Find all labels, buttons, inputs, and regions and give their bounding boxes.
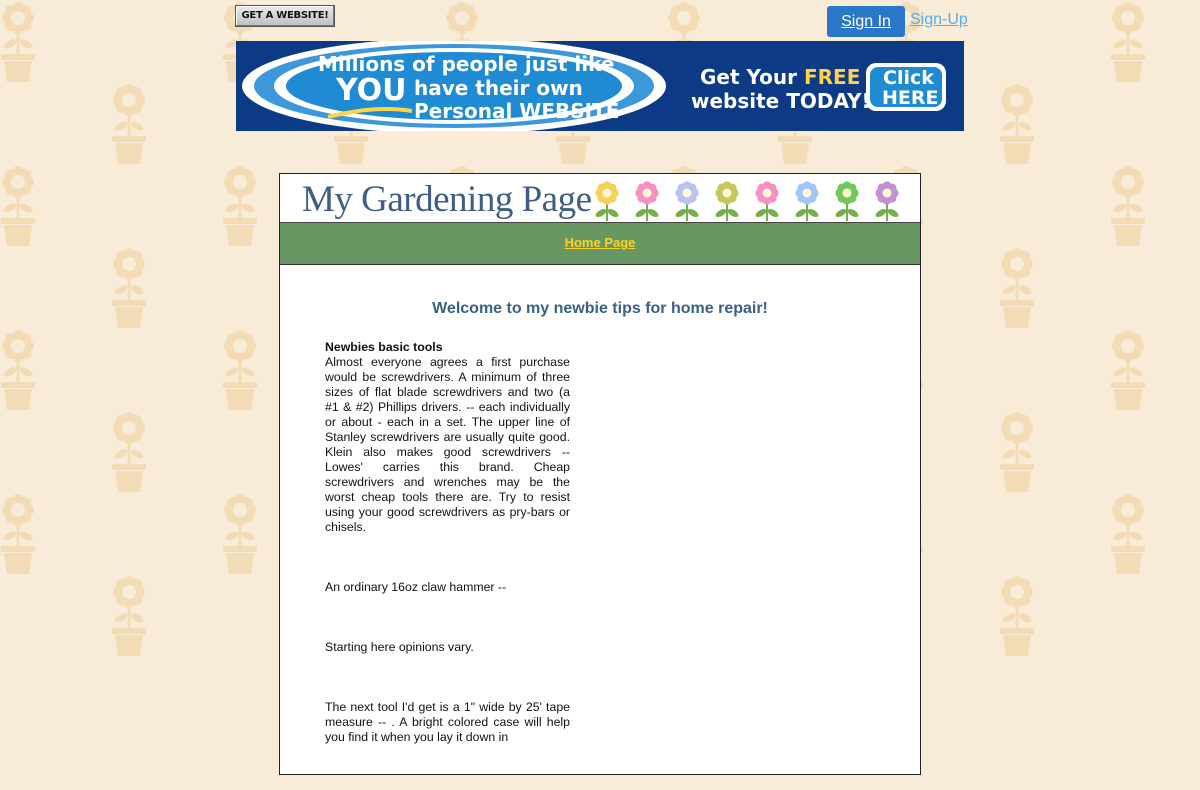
banner-cta-line-2: website TODAY! xyxy=(691,89,871,113)
header-flowers xyxy=(580,174,900,222)
header-flower xyxy=(674,181,699,221)
banner-click-here-line-2[interactable]: HERE xyxy=(882,87,939,109)
sign-in-button[interactable]: Sign In xyxy=(827,6,905,37)
header-flower xyxy=(834,181,859,221)
section-title: Newbies basic tools xyxy=(325,340,443,354)
pot-motif xyxy=(223,330,257,410)
main-content-box xyxy=(279,173,921,775)
top-bar xyxy=(0,0,1200,40)
home-page-link[interactable]: Home Page xyxy=(564,235,636,250)
header-flower xyxy=(714,181,739,221)
header-flower xyxy=(594,181,619,221)
pot-motif xyxy=(1111,330,1145,410)
pot-motif xyxy=(1,330,35,410)
site-header xyxy=(280,174,920,223)
get-a-website-button[interactable]: GET A WEBSITE! xyxy=(235,5,335,27)
pot-motif xyxy=(223,166,257,246)
pot-motif xyxy=(112,248,146,328)
header-flower xyxy=(634,181,659,221)
pot-motif xyxy=(1000,412,1034,492)
pot-motif xyxy=(1,494,35,574)
article-paragraph-4: The next tool I'd get is a 1" wide by 25' tape measure -- . A bright colored case will help you find it when you lay it down in xyxy=(325,700,570,744)
sign-up-link[interactable]: Sign-Up xyxy=(910,11,968,28)
site-title: My Gardening Page xyxy=(302,179,592,220)
article-paragraph-1: Almost everyone agrees a first purchase would be screwdrivers. A minimum of three sizes of flat blade screwdrivers and two (a #1 & #2) Phillips drivers. -- each individually or about - each in a set. The upper line of Stanley screwdrivers are usually quite good. Klein also makes good screwdrivers -- Lowes' carries this brand. Cheap screwdrivers and wrenches may be the worst cheap tools there are. Try to resist using your good screwdrivers as pry-bars or chisels. xyxy=(325,355,570,534)
banner-free: FREE xyxy=(803,65,861,89)
nav-bar xyxy=(280,223,920,265)
welcome-heading: Welcome to my newbie tips for home repair! xyxy=(432,300,768,317)
header-flower xyxy=(754,181,779,221)
article-paragraph-2: An ordinary 16oz claw hammer -- xyxy=(325,580,507,594)
pot-motif xyxy=(1000,576,1034,656)
banner-line-3: Personal WEBSITE xyxy=(414,99,620,123)
pot-motif xyxy=(223,494,257,574)
header-flower xyxy=(874,181,899,221)
pot-motif xyxy=(1,166,35,246)
article-paragraph-3: Starting here opinions vary. xyxy=(325,640,474,654)
pot-motif xyxy=(1111,494,1145,574)
pot-motif xyxy=(112,412,146,492)
pot-motif xyxy=(1111,166,1145,246)
pot-motif xyxy=(1000,84,1034,164)
banner-cta-line-1: Get Your FREE xyxy=(700,65,861,89)
banner-line-1: Millions of people just like xyxy=(318,52,615,76)
ad-banner[interactable] xyxy=(236,41,964,131)
banner-click-here-line-1[interactable]: Click xyxy=(883,67,934,89)
banner-line-2: have their own xyxy=(414,76,583,100)
article-body xyxy=(325,340,570,790)
banner-you: YOU xyxy=(336,73,407,108)
header-flower xyxy=(794,181,819,221)
pot-motif xyxy=(1000,248,1034,328)
pot-motif xyxy=(112,84,146,164)
pot-motif xyxy=(112,576,146,656)
